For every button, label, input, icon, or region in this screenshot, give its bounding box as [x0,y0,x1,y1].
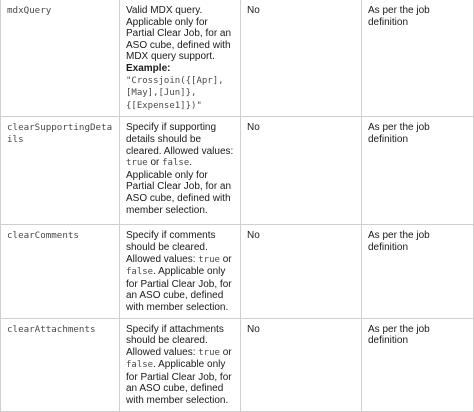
param-name-cell [1,117,120,225]
default-value: As per the job definition [368,323,430,347]
required-cell [241,318,362,411]
true-value: true [198,347,220,358]
param-name: clearComments [7,230,79,242]
required-value: No [247,122,260,134]
or-text: or [219,253,232,265]
description-text: Specify if attachments should be cleared. Allowed values: [126,323,224,358]
true-value: true [198,254,220,265]
table-row [1,117,474,225]
param-name: mdxQuery [7,5,52,16]
description-cell [120,0,241,117]
description-text: Specify if supporting details should be cleared. Allowed values: [126,122,234,157]
default-value: As per the job definition [368,5,430,28]
false-value: false [126,267,154,278]
or-text: or [219,346,232,358]
default-cell [362,225,474,318]
or-text: or [147,157,163,169]
default-cell [362,0,474,117]
required-value: No [247,5,260,16]
example-colon: : [167,62,171,74]
description-text-tail: . Applicable only for Partial Clear Job, for an ASO cube, defined with member selection. [126,359,232,407]
default-value: As per the job definition [368,122,430,145]
default-cell [362,318,474,411]
param-name: clearAttachments [7,323,96,335]
false-value: false [126,360,154,371]
table-row [1,225,474,318]
required-cell [241,0,362,117]
description-text-tail: . Applicable only for Partial Clear Job, for an ASO cube, defined with member selection. [126,157,232,216]
description-text-tail: . Applicable only for Partial Clear Job, for an ASO cube, defined with member selection. [126,266,232,313]
default-value: As per the job definition [368,230,430,253]
description-cell [120,225,241,318]
required-value: No [247,323,260,335]
false-value: false [162,158,190,169]
description-text: Specify if comments should be cleared. Allowed values: [126,230,216,265]
description-text: Valid MDX query. Applicable only for Partial Clear Job, for an ASO cube, defined with MDX query support. [126,5,232,63]
required-cell [241,225,362,318]
param-name-cell [1,0,120,117]
example-code: "Crossjoin({[Apr],[May],[Jun]},{[Expense1]})" [126,75,224,111]
required-value: No [247,230,260,242]
example-label: Example [126,62,168,74]
table-row [1,0,474,117]
required-cell [241,117,362,225]
param-name: clearSupportingDetails [7,122,113,145]
param-name-cell [1,318,120,411]
default-cell [362,117,474,225]
table-row [1,318,474,411]
description-cell [120,318,241,411]
param-name-cell [1,225,120,318]
description-cell [120,117,241,225]
true-value: true [126,158,148,169]
